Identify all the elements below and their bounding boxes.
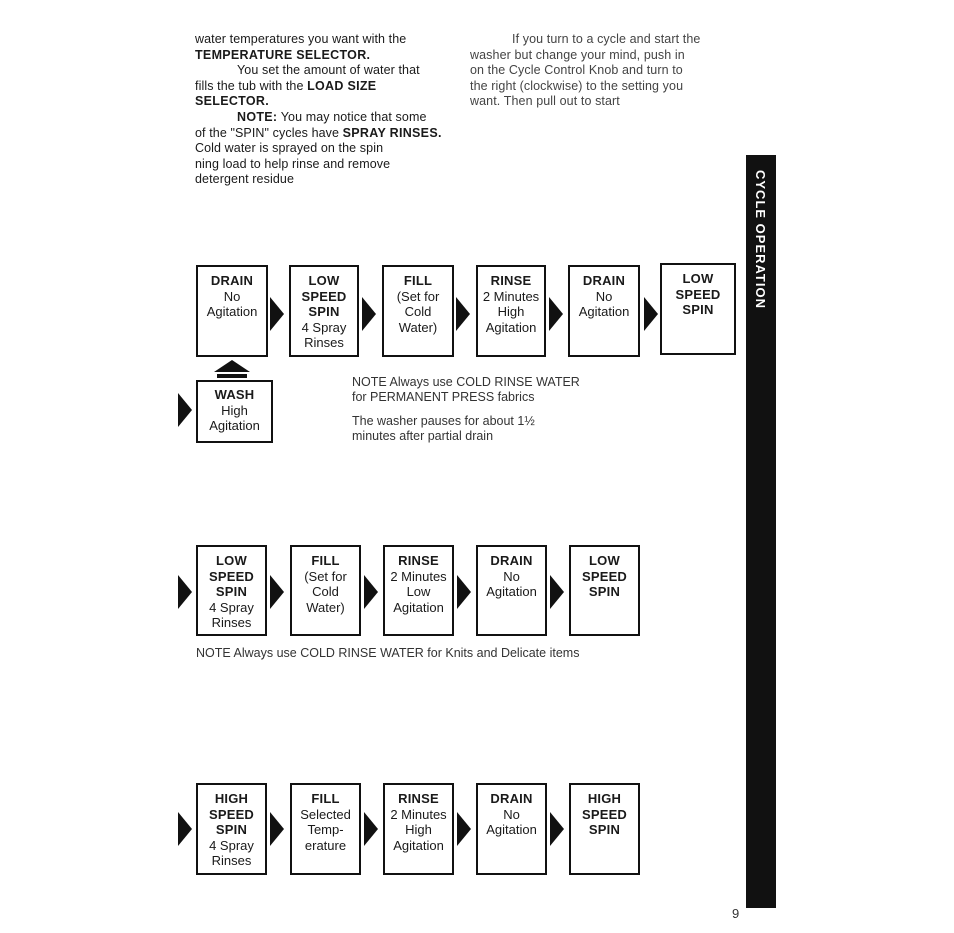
flow-arrow-icon bbox=[178, 393, 192, 427]
step-detail: 4 Spray bbox=[209, 599, 254, 615]
flow-arrow-icon bbox=[549, 297, 563, 331]
flow-arrow-icon bbox=[178, 575, 192, 609]
step-heading: SPIN bbox=[308, 304, 340, 319]
step-detail: Agitation bbox=[485, 319, 537, 335]
step-box-low-speed-spin bbox=[196, 545, 267, 636]
step-box-fill bbox=[290, 783, 361, 875]
step-heading: LOW bbox=[216, 553, 247, 568]
step-heading: SPIN bbox=[682, 302, 714, 317]
step-detail: Agitation bbox=[486, 584, 537, 599]
step-detail: 4 Spray bbox=[301, 319, 347, 335]
step-detail: Rinses bbox=[211, 853, 252, 868]
intro-right-line: the right (clockwise) to the setting you bbox=[470, 78, 684, 93]
permanent-press-note bbox=[352, 375, 652, 444]
flow-arrow-icon bbox=[550, 812, 564, 846]
step-detail: 2 Minutes bbox=[390, 568, 447, 584]
step-box-drain bbox=[568, 265, 640, 357]
step-box-drain bbox=[476, 545, 547, 636]
step-detail: Water) bbox=[398, 319, 438, 335]
step-box-rinse bbox=[383, 783, 454, 875]
step-heading: DRAIN bbox=[210, 273, 254, 288]
flow-arrow-icon bbox=[364, 575, 378, 609]
step-box-fill bbox=[382, 265, 454, 357]
step-detail: Cold bbox=[312, 584, 339, 599]
step-heading: SPEED bbox=[675, 286, 721, 302]
step-detail: Cold bbox=[404, 304, 432, 319]
intro-left-paragraph bbox=[195, 32, 460, 188]
knits-delicate-note: NOTE Always use COLD RINSE WATER for Knits and Delicate items bbox=[196, 646, 580, 660]
step-detail: No bbox=[503, 568, 520, 584]
step-box-wash bbox=[196, 380, 273, 443]
flow-arrow-icon bbox=[457, 575, 471, 609]
step-heading: LOW bbox=[682, 271, 714, 286]
note-line: The washer pauses for about 1½ bbox=[352, 414, 535, 428]
step-heading: LOW bbox=[589, 553, 620, 568]
intro-left-line: ning load to help rinse and remove bbox=[195, 156, 391, 171]
step-box-rinse bbox=[383, 545, 454, 636]
note-line: NOTE Always use COLD RINSE WATER bbox=[352, 375, 580, 389]
step-heading: HIGH bbox=[214, 791, 249, 806]
flow-arrow-icon bbox=[178, 812, 192, 846]
up-arrow-icon bbox=[214, 360, 250, 382]
step-box-high-speed-spin bbox=[196, 783, 267, 875]
note-line: minutes after partial drain bbox=[352, 429, 494, 443]
step-heading: DRAIN bbox=[490, 791, 533, 806]
flow-arrow-icon bbox=[362, 297, 376, 331]
step-detail: Agitation bbox=[209, 418, 260, 433]
step-heading: SPIN bbox=[588, 584, 621, 599]
step-heading: WASH bbox=[214, 387, 255, 402]
step-detail: Agitation bbox=[486, 822, 537, 837]
step-heading: DRAIN bbox=[490, 553, 533, 568]
step-detail: Low bbox=[406, 584, 431, 599]
load-size-selector-label: SELECTOR. bbox=[195, 94, 270, 109]
step-detail: Rinses bbox=[211, 615, 252, 630]
page-number: 9 bbox=[732, 906, 740, 921]
step-detail: 4 Spray bbox=[209, 837, 254, 853]
step-detail: Rinses bbox=[304, 335, 344, 350]
intro-left-line: of the "SPIN" cycles have SPRAY RINSES. bbox=[195, 125, 442, 140]
step-heading: SPIN bbox=[215, 822, 248, 837]
temperature-selector-label: TEMPERATURE SELECTOR. bbox=[195, 47, 371, 62]
step-detail: (Set for bbox=[396, 288, 440, 304]
step-heading: HIGH bbox=[587, 791, 622, 806]
step-detail: Agitation bbox=[206, 304, 258, 319]
step-heading: SPEED bbox=[581, 806, 628, 822]
step-heading: LOW bbox=[308, 273, 340, 288]
step-detail: High bbox=[405, 822, 432, 837]
step-box-low-speed-spin bbox=[289, 265, 359, 357]
flow-arrow-icon bbox=[456, 297, 470, 331]
flow-arrow-icon bbox=[644, 297, 658, 331]
step-heading: FILL bbox=[403, 273, 433, 288]
step-box-low-speed-spin bbox=[660, 263, 736, 355]
step-detail: No bbox=[595, 288, 613, 304]
step-detail: 2 Minutes bbox=[482, 288, 540, 304]
flow-arrow-icon bbox=[457, 812, 471, 846]
step-box-drain bbox=[196, 265, 268, 357]
step-heading: SPEED bbox=[208, 806, 255, 822]
intro-left-line: water temperatures you want with the bbox=[195, 32, 407, 46]
intro-left-line: You set the amount of water that bbox=[237, 63, 420, 78]
step-detail: Agitation bbox=[393, 837, 444, 853]
intro-left-note: NOTE: You may notice that some bbox=[237, 109, 427, 124]
note-line: for PERMANENT PRESS fabrics bbox=[352, 390, 535, 404]
step-box-low-speed-spin bbox=[569, 545, 640, 636]
step-detail: 2 Minutes bbox=[390, 806, 447, 822]
step-heading: FILL bbox=[311, 553, 340, 568]
step-box-drain bbox=[476, 783, 547, 875]
intro-right-line: on the Cycle Control Knob and turn to bbox=[470, 63, 683, 78]
step-box-fill bbox=[290, 545, 361, 636]
intro-right-line: want. Then pull out to start bbox=[470, 94, 620, 109]
flow-arrow-icon bbox=[270, 575, 284, 609]
step-heading: RINSE bbox=[490, 273, 532, 288]
step-detail: No bbox=[223, 288, 241, 304]
flow-arrow-icon bbox=[270, 297, 284, 331]
step-detail: erature bbox=[304, 837, 347, 853]
step-detail: Agitation bbox=[393, 599, 444, 615]
intro-right-line: If you turn to a cycle and start the bbox=[512, 32, 701, 46]
step-heading: SPIN bbox=[588, 822, 621, 837]
intro-left-line: fills the tub with the LOAD SIZE bbox=[195, 78, 377, 93]
step-heading: FILL bbox=[311, 791, 340, 806]
intro-left-line: Cold water is sprayed on the spin bbox=[195, 141, 384, 156]
flow-arrow-icon bbox=[550, 575, 564, 609]
step-detail: Water) bbox=[306, 599, 345, 615]
step-heading: SPIN bbox=[215, 584, 248, 599]
intro-left-line: detergent residue bbox=[195, 172, 294, 187]
step-heading: SPEED bbox=[581, 568, 628, 584]
step-detail: No bbox=[503, 806, 520, 822]
step-detail: Selected bbox=[300, 806, 351, 822]
intro-right-line: washer but change your mind, push in bbox=[470, 47, 685, 62]
step-detail: (Set for bbox=[304, 568, 347, 584]
step-heading: DRAIN bbox=[582, 273, 626, 288]
step-detail: High bbox=[221, 402, 248, 418]
flow-arrow-icon bbox=[364, 812, 378, 846]
step-detail: High bbox=[497, 304, 525, 319]
step-heading: RINSE bbox=[398, 553, 439, 568]
intro-right-paragraph bbox=[470, 32, 740, 110]
step-box-high-speed-spin bbox=[569, 783, 640, 875]
sidebar-section-label: CYCLE OPERATION bbox=[753, 170, 768, 309]
step-heading: SPEED bbox=[301, 288, 347, 304]
step-box-rinse bbox=[476, 265, 546, 357]
flow-arrow-icon bbox=[270, 812, 284, 846]
step-detail: Temp- bbox=[307, 822, 344, 837]
step-detail: Agitation bbox=[578, 304, 630, 319]
step-heading: RINSE bbox=[398, 791, 439, 806]
step-heading: SPEED bbox=[208, 568, 255, 584]
